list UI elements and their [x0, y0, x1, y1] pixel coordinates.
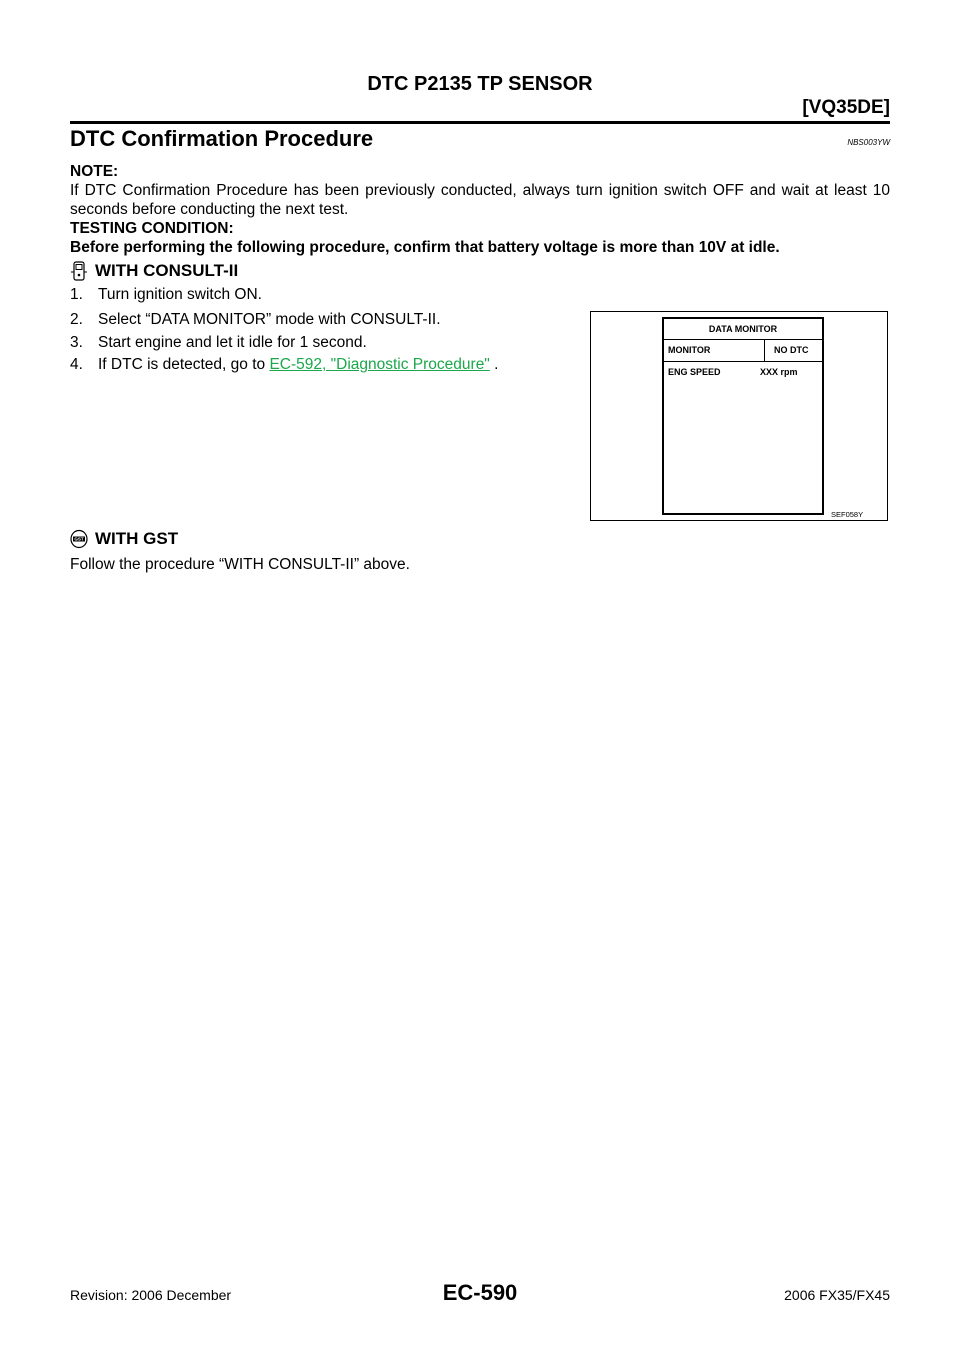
note-label: NOTE:: [70, 163, 119, 180]
step-text-end: .: [489, 356, 499, 373]
footer-revision: Revision: 2006 December: [70, 1287, 232, 1303]
step-number: 3.: [70, 334, 83, 351]
page-number: EC-590: [442, 1280, 518, 1305]
screen-divider: [664, 339, 822, 340]
step-text: Start engine and let it idle for 1 second.: [98, 334, 367, 351]
section-title: DTC Confirmation Procedure: [70, 126, 374, 151]
section-code: NBS003YW: [847, 138, 890, 147]
step-2: [70, 311, 441, 329]
screen-title: DATA MONITOR: [708, 324, 778, 334]
monitor-item-value: XXX rpm: [760, 367, 798, 377]
step-text: Turn ignition switch ON.: [98, 286, 262, 303]
screen-divider: [664, 361, 822, 362]
svg-text:GST: GST: [74, 536, 84, 542]
step-number: 4.: [70, 356, 83, 373]
step-text: If DTC is detected, go to: [98, 356, 270, 373]
with-consult-heading: [70, 261, 238, 281]
figure-id: SEF058Y: [831, 510, 864, 519]
step-number: 2.: [70, 311, 83, 328]
consult-tool-icon: [70, 261, 88, 281]
testing-condition-text: Before performing the following procedure, confirm that battery voltage is more than 10V at idle.: [70, 239, 780, 256]
monitor-label: MONITOR: [668, 345, 711, 355]
step-4: [70, 356, 498, 374]
with-gst-heading: [70, 529, 178, 549]
header-divider: [70, 121, 890, 124]
diagnostic-procedure-link[interactable]: EC-592, "Diagnostic Procedure": [269, 356, 490, 373]
step-number: 1.: [70, 286, 83, 303]
step-3: [70, 334, 367, 352]
with-consult-label: WITH CONSULT-II: [95, 261, 239, 280]
consult-screen: [662, 317, 824, 515]
engine-code: [VQ35DE]: [802, 97, 890, 118]
page-header-title: DTC P2135 TP SENSOR: [367, 73, 593, 95]
footer-model: 2006 FX35/FX45: [784, 1287, 890, 1303]
testing-condition-label: TESTING CONDITION:: [70, 220, 234, 237]
step-1: [70, 286, 262, 304]
monitor-item-label: ENG SPEED: [668, 367, 721, 377]
with-gst-label: WITH GST: [95, 529, 179, 548]
gst-text: Follow the procedure “WITH CONSULT-II” above.: [70, 556, 410, 573]
screen-column-divider: [764, 339, 765, 361]
gst-icon: [70, 529, 88, 549]
note-text: If DTC Confirmation Procedure has been previously conducted, always turn ignition switch OFF and wait at least 10 seconds before conducting the next test.: [70, 182, 890, 218]
dtc-status: NO DTC: [774, 345, 809, 355]
step-text: Select “DATA MONITOR” mode with CONSULT-II.: [98, 311, 441, 328]
